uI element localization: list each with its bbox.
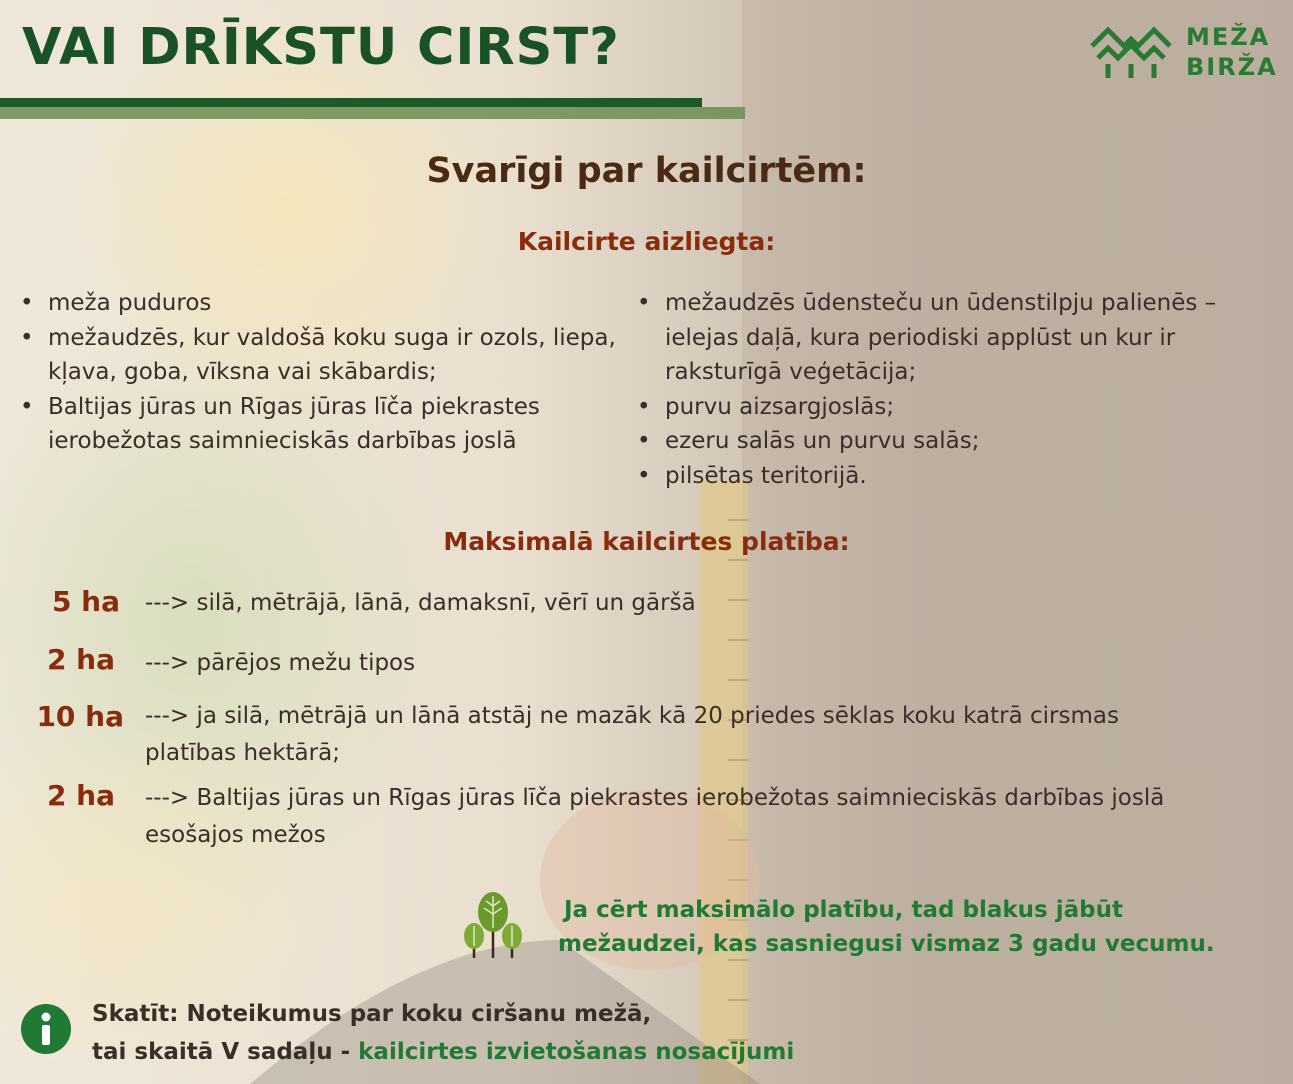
area-size: 5 ha	[51, 585, 120, 618]
list-item: • mežaudzēs ūdensteču un ūdenstilpju palienēs – ielejas daļā, kura periodiski applūst un kur ir raksturīgā veģetācija;	[637, 286, 1287, 390]
list-item: • meža puduros	[20, 286, 620, 321]
title-underline-dark	[0, 98, 702, 107]
page-title: VAI DRĪKSTU CIRST?	[22, 18, 620, 77]
forbidden-list-right	[637, 286, 1287, 493]
area-description: ---> pārējos mežu tipos	[145, 650, 416, 676]
meza-birza-logo	[1090, 22, 1290, 82]
max-area-heading: Maksimalā kailcirtes platība:	[443, 527, 850, 556]
trees-icon	[460, 892, 526, 960]
title-underline-light	[0, 107, 745, 119]
area-description: ---> ja silā, mētrājā un lānā atstāj ne mazāk kā 20 priedes sēklas koku katrā cirsmas platības hektārā;	[145, 703, 1119, 766]
info-line-2-prefix: tai skaitā V sadaļu -	[92, 1039, 359, 1065]
list-item: • ezeru salās un purvu salās;	[637, 424, 1287, 459]
list-item: • mežaudzēs, kur valdošā koku suga ir ozols, liepa, kļava, goba, vīksna vai skābardis;	[20, 321, 620, 390]
list-item: • pilsētas teritorijā.	[637, 459, 1287, 494]
area-size: 2 ha	[46, 643, 115, 676]
info-line-1: Skatīt: Noteikumus par koku ciršanu mežā,	[92, 1001, 652, 1027]
area-size: 2 ha	[46, 779, 115, 812]
list-item: • Baltijas jūras un Rīgas jūras līča piekrastes ierobežotas saimnieciskās darbības joslā	[20, 390, 620, 459]
section-heading: Svarīgi par kailcirtēm:	[426, 151, 867, 191]
forbidden-list-left	[20, 286, 620, 459]
list-item: • purvu aizsargjoslās;	[637, 390, 1287, 425]
note-line-1: Ja cērt maksimālo platību, tad blakus jābūt	[564, 897, 1123, 923]
logo-text-birza: BIRŽA	[1186, 53, 1278, 81]
forbidden-heading: Kailcirte aizliegta:	[517, 227, 776, 256]
area-description: ---> silā, mētrājā, lānā, damaksnī, vērī un gāršā	[145, 590, 696, 616]
mountains-logo-icon	[1090, 24, 1172, 80]
info-reference	[92, 995, 992, 1071]
note-line-2: mežaudzei, kas sasniegusi vismaz 3 gadu vecumu.	[558, 931, 1215, 957]
info-icon	[20, 1003, 72, 1055]
area-description: ---> Baltijas jūras un Rīgas jūras līča piekrastes ierobežotas saimnieciskās darbības joslā esošajos mežos	[145, 785, 1165, 848]
logo-text-meza: MEŽA	[1186, 23, 1271, 51]
area-size: 10 ha	[36, 700, 124, 733]
regulations-link[interactable]: kailcirtes izvietošanas nosacījumi	[358, 1039, 795, 1065]
adjacent-stand-note	[558, 893, 1288, 961]
